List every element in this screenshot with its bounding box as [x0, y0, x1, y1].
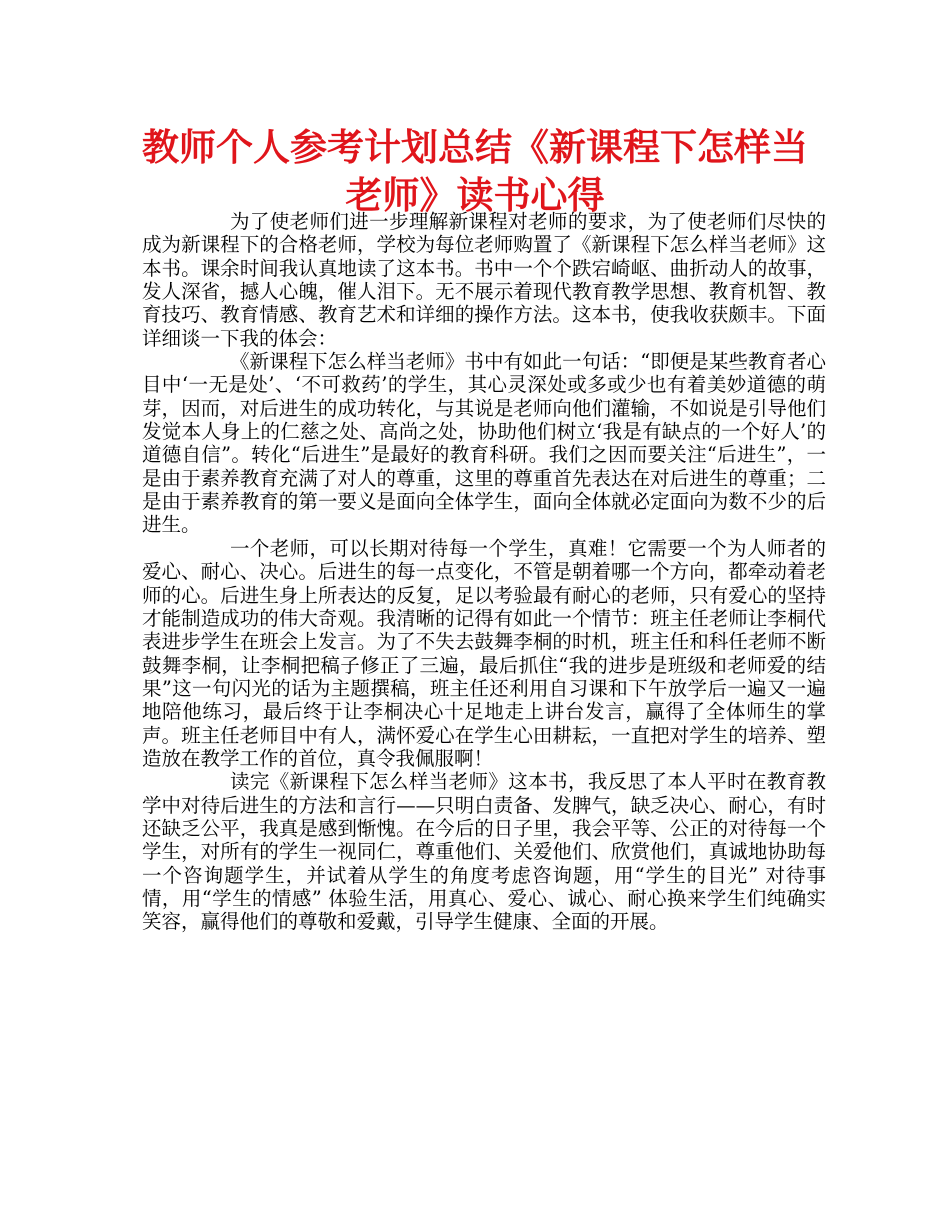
paragraph-1: 为了使老师们进一步理解新课程对老师的要求，为了使老师们尽快的成为新课程下的合格老师，学校为每位老师购置了《新课程下怎么样当老师》这本书。课余时间我认真地读了这本书。书中一个个跌宕崎岖、曲折动人的故事，发人深省，撼人心魄，催人泪下。无不展示着现代教育教学思想、教育机智、教育技巧、教育情感、教育艺术和详细的操作方法。这本书，使我收获颇丰。下面详细谈一下我的体会： [142, 210, 826, 350]
paragraph-3: 一个老师，可以长期对待每一个学生，真难！它需要一个为人师者的爱心、耐心、决心。后进生的每一点变化，不管是朝着哪一个方向，都牵动着老师的心。后进生身上所表达的反复，足以考验最有耐心的老师，只有爱心的坚持才能制造成功的伟大奇观。我清晰的记得有如此一个情节：班主任老师让李桐代表进步学生在班会上发言。为了不失去鼓舞李桐的时机，班主任和科任老师不断鼓舞李桐，让李桐把稿子修正了三遍，最后抓住“我的进步是班级和老师爱的结果”这一句闪光的话为主题撰稿，班主任还利用自习课和下午放学后一遍又一遍地陪他练习，最后终于让李桐决心十足地走上讲台发言，赢得了全体师生的掌声。班主任老师目中有人，满怀爱心在学生心田耕耘，一直把对学生的培养、塑造放在教学工作的首位，真令我佩服啊！ [142, 536, 826, 770]
document-body [142, 210, 826, 934]
document-title: 教师个人参考计划总结《新课程下怎样当老师》读书心得 [142, 126, 808, 217]
paragraph-2: 《新课程下怎么样当老师》书中有如此一句话：“即便是某些教育者心目中‘一无是处’、‘不可救药’的学生，其心灵深处或多或少也有着美妙道德的萌芽，因而，对后进生的成功转化，与其说是老师向他们灌输，不如说是引导他们发觉本人身上的仁慈之处、高尚之处，协助他们树立‘我是有缺点的一个好人’的道德自信”。转化“后进生”是最好的教育科研。我们之因而要关注“后进生”，一是由于素养教育充满了对人的尊重，这里的尊重首先表达在对后进生的尊重；二是由于素养教育的第一要义是面向全体学生，面向全体就必定面向为数不少的后进生。 [142, 350, 826, 537]
paragraph-4: 读完《新课程下怎么样当老师》这本书，我反思了本人平时在教育教学中对待后进生的方法和言行——只明白责备、发脾气，缺乏决心、耐心，有时还缺乏公平，我真是感到惭愧。在今后的日子里，我会平等、公正的对待每一个学生，对所有的学生一视同仁，尊重他们、关爱他们、欣赏他们，真诚地协助每一个咨询题学生，并试着从学生的角度考虑咨询题，用“学生的目光” 对待事情，用“学生的情感” 体验生活，用真心、爱心、诚心、耐心换来学生们纯确实笑容，赢得他们的尊敬和爱戴，引导学生健康、全面的开展。 [142, 770, 826, 934]
